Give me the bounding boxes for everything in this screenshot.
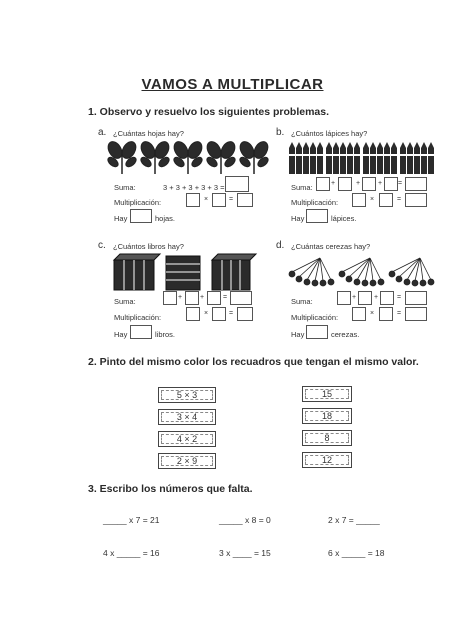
suma-b-box3[interactable] xyxy=(362,177,376,191)
suma-d-box3[interactable] xyxy=(380,291,394,305)
mult-factor2-b[interactable] xyxy=(379,193,393,207)
mult-answer-a[interactable] xyxy=(237,193,253,207)
exercise-6[interactable]: 6 x _____ = 18 xyxy=(328,548,385,558)
suma-answer-d[interactable] xyxy=(405,291,427,305)
problem-d-letter: d. xyxy=(276,240,285,251)
section-3-heading: 3. Escribo los números que falta. xyxy=(88,483,253,495)
equals-sign-b2: = xyxy=(397,196,402,203)
exercise-5[interactable]: 3 x ____ = 15 xyxy=(219,548,271,558)
mult-label-d: Multiplicación: xyxy=(291,313,339,322)
mult-answer-b[interactable] xyxy=(405,193,427,207)
section-1-heading: 1. Observo y resuelvo los siguientes problemas. xyxy=(88,106,330,118)
suma-answer-b[interactable] xyxy=(405,177,427,191)
suma-label-b: Suma: xyxy=(291,183,313,192)
mult-answer-d[interactable] xyxy=(405,307,427,321)
plus-sign-b3: + xyxy=(378,180,383,187)
hay-answer-a[interactable] xyxy=(130,209,152,223)
page-title: VAMOS A MULTIPLICAR xyxy=(141,76,324,93)
mult-label-a: Multiplicación: xyxy=(114,198,162,207)
hay-label-a: Hay xyxy=(114,214,128,223)
plus-sign-d2: + xyxy=(374,294,379,301)
suma-c-box2[interactable] xyxy=(185,291,199,305)
hay-answer-c[interactable] xyxy=(130,325,152,339)
match-left-2[interactable]: 3 × 4 xyxy=(158,409,216,425)
unit-b: lápices. xyxy=(331,214,357,223)
suma-c-box3[interactable] xyxy=(207,291,221,305)
hay-label-d: Hay xyxy=(291,330,305,339)
suma-c-box1[interactable] xyxy=(163,291,177,305)
problem-c-question: ¿Cuántos libros hay? xyxy=(113,242,184,251)
section-2-heading: 2. Pinto del mismo color los recuadros que tengan el mismo valor. xyxy=(88,356,419,368)
suma-answer-c[interactable] xyxy=(230,291,252,305)
suma-answer-a[interactable] xyxy=(225,176,249,192)
match-left-4[interactable]: 2 × 9 xyxy=(158,453,216,469)
suma-label-d: Suma: xyxy=(291,297,313,306)
exercise-1[interactable]: _____ x 7 = 21 xyxy=(103,515,160,525)
mult-factor1-d[interactable] xyxy=(352,307,366,321)
equals-sign-c1: = xyxy=(223,294,228,301)
problem-b-question: ¿Cuántos lápices hay? xyxy=(291,129,368,138)
equals-sign-d2: = xyxy=(397,310,402,317)
mult-factor2-c[interactable] xyxy=(212,307,226,321)
exercise-2[interactable]: _____ x 8 = 0 xyxy=(219,515,271,525)
times-sign-a: × xyxy=(204,196,209,203)
hay-answer-b[interactable] xyxy=(306,209,328,223)
problem-a-question: ¿Cuántas hojas hay? xyxy=(113,129,184,138)
match-left-3[interactable]: 4 × 2 xyxy=(158,431,216,447)
mult-factor1-a[interactable] xyxy=(186,193,200,207)
plus-sign-b2: + xyxy=(356,180,361,187)
mult-label-b: Multiplicación: xyxy=(291,198,339,207)
equals-sign-c2: = xyxy=(229,310,234,317)
times-sign-d: × xyxy=(370,310,375,317)
suma-d-box2[interactable] xyxy=(358,291,372,305)
suma-b-box1[interactable] xyxy=(316,177,330,191)
suma-label-c: Suma: xyxy=(114,297,136,306)
mult-factor1-c[interactable] xyxy=(186,307,200,321)
plus-sign-b1: + xyxy=(331,180,336,187)
problem-c-letter: c. xyxy=(98,240,106,251)
mult-factor2-d[interactable] xyxy=(379,307,393,321)
equals-sign-a: = xyxy=(229,196,234,203)
unit-a: hojas. xyxy=(155,214,176,223)
suma-b-box2[interactable] xyxy=(338,177,352,191)
times-sign-c: × xyxy=(204,310,209,317)
match-right-3[interactable]: 8 xyxy=(302,430,352,446)
mult-factor1-b[interactable] xyxy=(352,193,366,207)
suma-expression-a: 3 + 3 + 3 + 3 + 3 = xyxy=(163,183,225,192)
plus-sign-c1: + xyxy=(178,294,183,301)
hay-label-b: Hay xyxy=(291,214,305,223)
suma-label-a: Suma: xyxy=(114,183,136,192)
mult-answer-c[interactable] xyxy=(237,307,253,321)
equals-sign-b1: = xyxy=(398,180,403,187)
times-sign-b: × xyxy=(370,196,375,203)
hay-label-c: Hay xyxy=(114,330,128,339)
problem-a-letter: a. xyxy=(98,127,107,138)
match-left-1[interactable]: 5 × 3 xyxy=(158,387,216,403)
suma-b-box4[interactable] xyxy=(384,177,398,191)
equals-sign-d1: = xyxy=(397,294,402,301)
unit-c: libros. xyxy=(155,330,176,339)
problem-d-question: ¿Cuántas cerezas hay? xyxy=(291,242,371,251)
plus-sign-c2: + xyxy=(200,294,205,301)
plus-sign-d1: + xyxy=(352,294,357,301)
match-right-2[interactable]: 18 xyxy=(302,408,352,424)
mult-label-c: Multiplicación: xyxy=(114,313,162,322)
match-right-4[interactable]: 12 xyxy=(302,452,352,468)
unit-d: cerezas. xyxy=(331,330,360,339)
mult-factor2-a[interactable] xyxy=(212,193,226,207)
suma-d-box1[interactable] xyxy=(337,291,351,305)
problem-b-letter: b. xyxy=(276,127,285,138)
hay-answer-d[interactable] xyxy=(306,325,328,339)
exercise-4[interactable]: 4 x _____ = 16 xyxy=(103,548,160,558)
exercise-3[interactable]: 2 x 7 = _____ xyxy=(328,515,380,525)
match-right-1[interactable]: 15 xyxy=(302,386,352,402)
